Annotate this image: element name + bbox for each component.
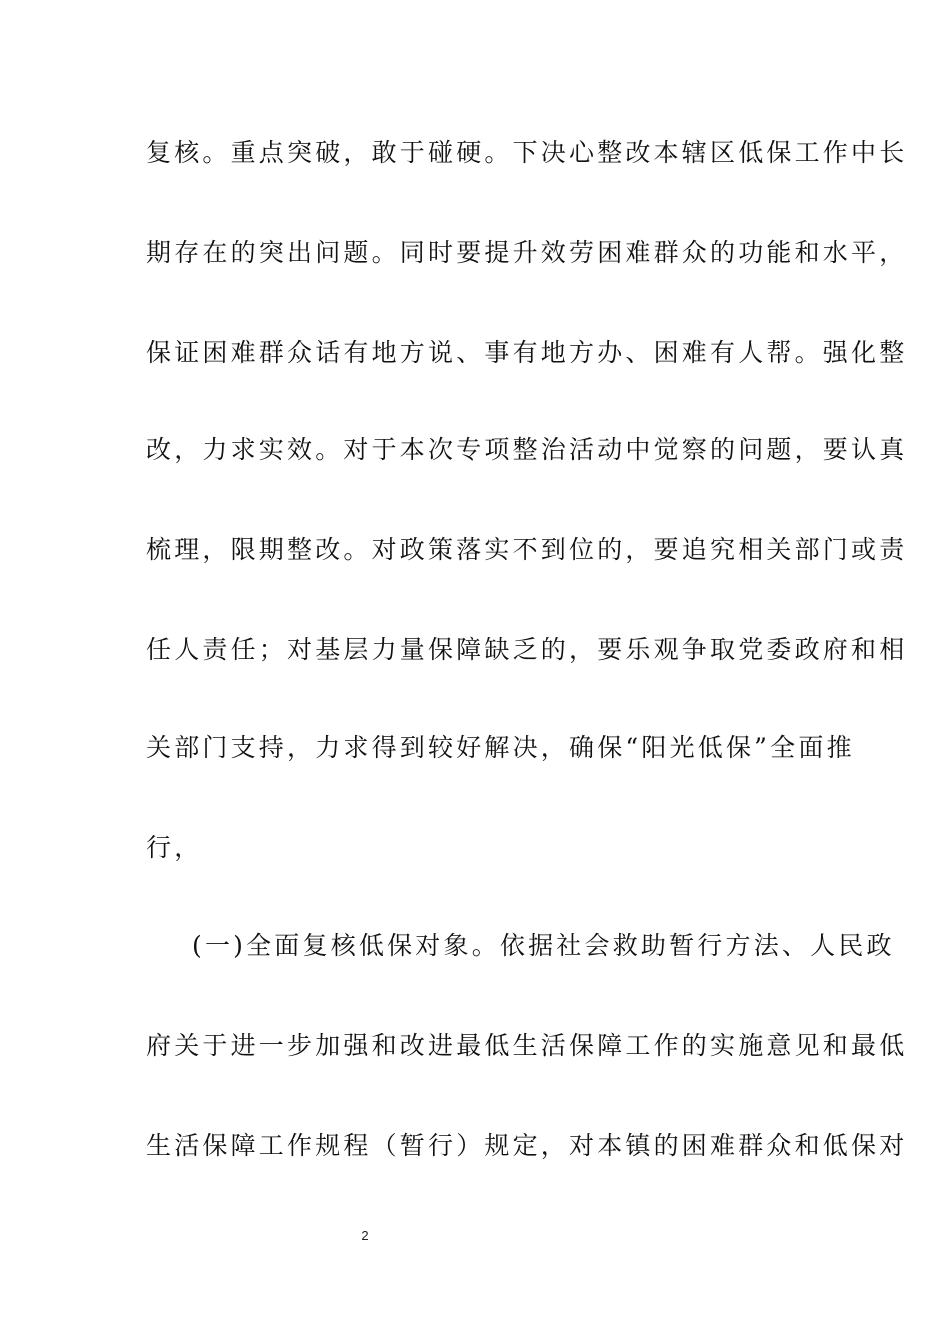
section-heading-line: (一)全面复核低保对象。依据社会救助暂行方法、人民政: [192, 931, 895, 960]
paragraph-line-3: 保证困难群众话有地方说、事有地方办、困难有人帮。强化整: [146, 338, 908, 367]
paragraph-line-6: 任人责任；对基层力量保障缺乏的，要乐观争取党委政府和相: [146, 635, 908, 664]
page-number: 2: [361, 1228, 369, 1243]
paragraph-line-11: 生活保障工作规程（暂行）规定，对本镇的困难群众和低保对: [146, 1131, 908, 1160]
paragraph-line-2: 期存在的突出问题。同时要提升效劳困难群众的功能和水平，: [146, 238, 908, 267]
paragraph-line-4: 改，力求实效。对于本次专项整治活动中觉察的问题，要认真: [146, 435, 908, 464]
paragraph-line-1: 复核。重点突破，敢于碰硬。下决心整改本辖区低保工作中长: [146, 138, 908, 167]
paragraph-line-5: 梳理，限期整改。对政策落实不到位的，要追究相关部门或责: [146, 535, 908, 564]
paragraph-line-8: 行，: [146, 833, 203, 862]
paragraph-line-7: 关部门支持，力求得到较好解决，确保“阳光低保”全面推: [146, 733, 855, 762]
paragraph-line-10: 府关于进一步加强和改进最低生活保障工作的实施意见和最低: [146, 1031, 908, 1060]
